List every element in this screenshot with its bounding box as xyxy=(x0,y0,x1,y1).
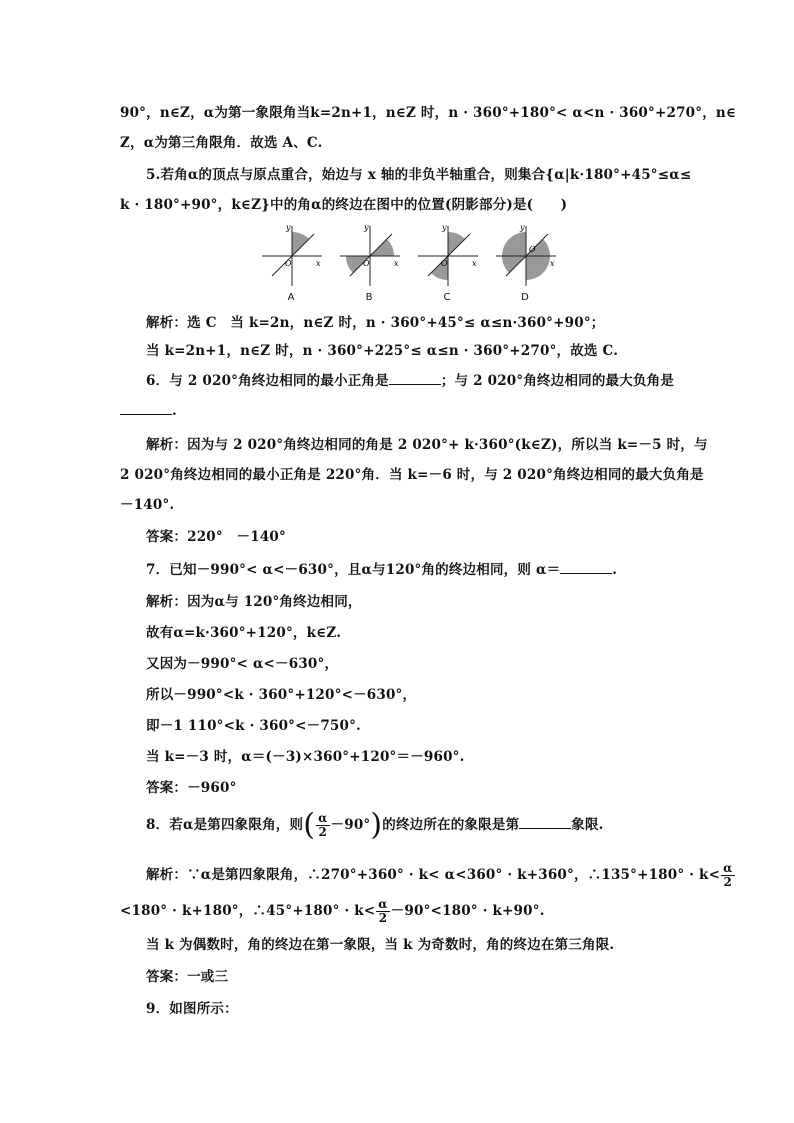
answer-blank[interactable] xyxy=(560,561,612,574)
text-line: 90°，n∈Z，α为第一象限角当k=2n+1，n∈Z 时，n · 360°+180°< α<n · 360°+270°，n∈ xyxy=(120,105,737,121)
figure-options xyxy=(258,222,588,308)
figure-label: D xyxy=(521,292,529,303)
svg-text:x: x xyxy=(394,259,399,268)
text-line: －140°. xyxy=(120,497,175,513)
figure-label: A xyxy=(287,292,295,303)
text-line: 解析：∵α是第四象限角，∴270°+360° · k< α<360° · k+360°，∴135°+180° · k< $\frac{\alpha}{2}$ xyxy=(146,861,733,889)
question-5-stem: 5.若角α的顶点与原点重合，始边与 x 轴的非负半轴重合，则集合{α|k·180°+45°≤α≤ xyxy=(146,167,692,183)
question-7-stem: 7．已知－990°< α<－630°，且α与120°角的终边相同，则 α＝ . xyxy=(146,562,618,578)
answer-5: 解析：选 C 当 k=2n，n∈Z 时，n · 360°+45°≤ α≤n·360°+90°； xyxy=(146,315,605,331)
text-line: 解析：因为与 2 020°角终边相同的角是 2 020°+ k·360°(k∈Z)，所以当 k=－5 时，与 xyxy=(146,437,708,453)
svg-text:x: x xyxy=(550,259,555,268)
fraction: $\frac{\alpha}{2}$ xyxy=(378,897,388,925)
answer-blank[interactable] xyxy=(389,372,441,385)
fraction: $\frac{\alpha}{2}$ xyxy=(318,811,328,839)
question-6-stem-cont: . xyxy=(120,402,680,420)
origin-label: O xyxy=(285,259,292,268)
text-line: 2 020°角终边相同的最小正角是 220°角．当 k=－6 时，与 2 020°角终边相同的最大负角是 xyxy=(120,467,704,483)
text-line: 故有α=k·360°+120°，k∈Z. xyxy=(146,625,342,641)
text-line: Z，α为第三角限角．故选 A、C. xyxy=(120,135,323,151)
question-9-stem: 9．如图所示： xyxy=(146,1001,238,1017)
text-line: 当 k 为偶数时，角的终边在第一象限，当 k 为奇数时，角的终边在第三角限. xyxy=(146,937,615,953)
text-line: 所以－990°<k · 360°+120°<－630°， xyxy=(146,687,417,703)
question-5-stem-cont: k · 180°+90°，k∈Z}中的角α的终边在图中的位置(阴影部分)是( ) xyxy=(120,197,568,213)
answer-7: 答案：－960° xyxy=(146,780,237,796)
figure-label: C xyxy=(443,292,451,303)
svg-text:O: O xyxy=(363,259,370,268)
figure-label: B xyxy=(365,292,373,303)
text-line: 当 k=2n+1，n∈Z 时，n · 360°+225°≤ α≤n · 360°+270°，故选 C. xyxy=(146,343,619,359)
answer-8: 答案：一或三 xyxy=(146,969,229,985)
svg-text:y: y xyxy=(520,223,525,232)
text-line: 又因为－990°< α<－630°， xyxy=(146,656,339,672)
answer-blank[interactable] xyxy=(519,816,571,829)
answer-6: 答案：220° －140° xyxy=(146,529,286,545)
svg-text:y: y xyxy=(364,223,369,232)
svg-text:y: y xyxy=(442,223,447,232)
axis-x-label: x xyxy=(316,259,321,268)
figure-c xyxy=(414,222,490,308)
svg-text:x: x xyxy=(472,259,477,268)
question-6-stem: 6．与 2 020°角终边相同的最小正角是 ；与 2 020°角终边相同的最大负角是 xyxy=(146,373,675,389)
axis-y-label: y xyxy=(286,223,291,232)
figure-d xyxy=(492,222,568,308)
figure-a xyxy=(258,222,334,308)
text-line: 当 k=－3 时，α＝(－3)×360°+120°＝－960°. xyxy=(146,749,465,765)
svg-text:O: O xyxy=(441,259,448,268)
fraction: $\frac{\alpha}{2}$ xyxy=(723,861,733,889)
text-line: 即－1 110°<k · 360°<－750°. xyxy=(146,718,361,734)
question-8-stem: 8．若α是第四象限角，则( $\frac{\alpha}{2}$ －90°)的终边所在的象限是第 象限. xyxy=(146,807,604,843)
answer-blank[interactable] xyxy=(120,402,172,415)
svg-text:O: O xyxy=(529,245,536,254)
text-line: 解析：因为α与 120°角终边相同， xyxy=(146,594,362,610)
figure-b xyxy=(336,222,412,308)
text-line: <180° · k+180°，∴45°+180° · k< $\frac{\alpha}{2}$ －90°<180° · k+90°. xyxy=(120,897,545,925)
